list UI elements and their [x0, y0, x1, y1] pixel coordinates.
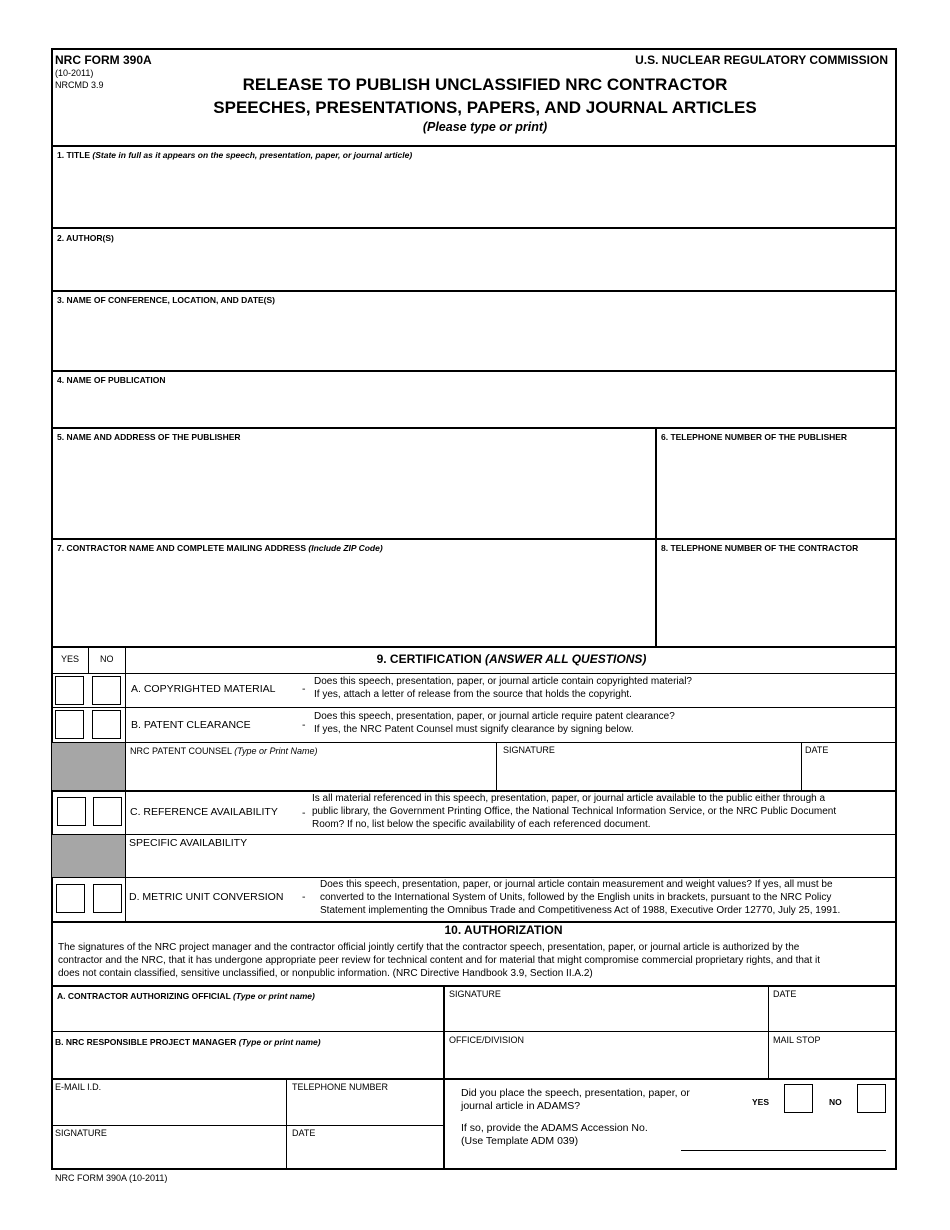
directive: NRCMD 3.9	[55, 80, 104, 90]
mail-stop-label: MAIL STOP	[773, 1035, 821, 1045]
contractor-date-label: DATE	[773, 989, 797, 999]
contractor-official-input[interactable]	[53, 1003, 442, 1030]
contractor-input[interactable]	[53, 555, 655, 645]
contractor-phone-input[interactable]	[659, 555, 895, 645]
reference-question-2: public library, the Government Printing Office, the National Technical Information Service, or the NRC Public Document	[312, 806, 837, 817]
authorization-text-1: The signatures of the NRC project manager and the contractor official jointly certify that the contractor speech, presentation, paper, or journal article is authorized by the	[58, 942, 800, 953]
counsel-date-input[interactable]	[803, 757, 895, 789]
dash: -	[302, 683, 306, 695]
copyright-no-checkbox[interactable]	[92, 676, 121, 705]
date-label: DATE	[292, 1128, 316, 1138]
accession-instruction: If so, provide the ADAMS Accession No.	[461, 1122, 648, 1134]
publisher-field-label: 5. NAME AND ADDRESS OF THE PUBLISHER	[57, 432, 241, 442]
copyright-label: A. COPYRIGHTED MATERIAL	[131, 683, 276, 695]
publisher-input[interactable]	[53, 444, 655, 537]
patent-instruction: If yes, the NRC Patent Counsel must signify clearance by signing below.	[314, 724, 634, 735]
contractor-field-label: 7. CONTRACTOR NAME AND COMPLETE MAILING ADDRESS (Include ZIP Code)	[57, 543, 383, 553]
adams-question-2: journal article in ADAMS?	[461, 1100, 581, 1112]
publication-field-label: 4. NAME OF PUBLICATION	[57, 375, 166, 385]
accession-number-input[interactable]	[681, 1134, 886, 1151]
title-field-label: 1. TITLE (State in full as it appears on the speech, presentation, paper, or journal article)	[57, 150, 413, 160]
copyright-question: Does this speech, presentation, paper, or journal article contain copyrighted material?	[314, 676, 692, 687]
patent-label: B. PATENT CLEARANCE	[131, 719, 251, 731]
reference-label: C. REFERENCE AVAILABILITY	[130, 806, 278, 818]
reference-yes-checkbox[interactable]	[57, 797, 86, 826]
office-division-label: OFFICE/DIVISION	[449, 1035, 525, 1045]
patent-question: Does this speech, presentation, paper, or journal article require patent clearance?	[314, 711, 675, 722]
counsel-signature-input[interactable]	[498, 757, 800, 789]
certification-heading: 9. CERTIFICATION (ANSWER ALL QUESTIONS)	[376, 652, 647, 666]
authorization-text-3: does not contain classified, sensitive unclassified, or nonpublic information. (NRC Directive Handbook 3.9, Section II.A.2)	[58, 968, 593, 979]
telephone-input[interactable]	[288, 1094, 442, 1124]
telephone-label: TELEPHONE NUMBER	[292, 1082, 389, 1092]
copyright-yes-checkbox[interactable]	[55, 676, 84, 705]
authors-field-label: 2. AUTHOR(S)	[57, 233, 114, 243]
publication-input[interactable]	[53, 387, 895, 426]
metric-question-2: converted to the International System of Units, followed by the English units in brackets, pursuant to the NRC Policy	[320, 892, 832, 903]
dash: -	[302, 719, 306, 731]
dash: -	[302, 807, 306, 819]
agency-name: U.S. NUCLEAR REGULATORY COMMISSION	[635, 53, 888, 67]
authors-input[interactable]	[53, 245, 895, 289]
copyright-instruction: If yes, attach a letter of release from the source that holds the copyright.	[314, 689, 632, 700]
page-subtitle: (Please type or print)	[422, 120, 548, 134]
adams-no-checkbox[interactable]	[857, 1084, 886, 1113]
metric-question-3: Statement implementing the Omnibus Trade and Competitiveness Act of 1988, Executive Order 12770, July 25, 1991.	[320, 905, 841, 916]
shaded-cell	[52, 835, 125, 877]
email-input[interactable]	[53, 1094, 285, 1124]
form-footer: NRC FORM 390A (10-2011)	[55, 1173, 168, 1183]
page-title-line2: SPEECHES, PRESENTATIONS, PAPERS, AND JOURNAL ARTICLES	[213, 98, 757, 117]
conference-input[interactable]	[53, 307, 895, 369]
reference-no-checkbox[interactable]	[93, 797, 122, 826]
project-manager-input[interactable]	[53, 1049, 442, 1078]
mail-stop-input[interactable]	[770, 1047, 895, 1078]
metric-question-1: Does this speech, presentation, paper, or journal article contain measurement and weight values? If yes, all must be	[320, 879, 833, 890]
signature-label: SIGNATURE	[55, 1128, 107, 1138]
contractor-phone-label: 8. TELEPHONE NUMBER OF THE CONTRACTOR	[661, 543, 859, 553]
metric-label: D. METRIC UNIT CONVERSION	[129, 891, 284, 903]
patent-no-checkbox[interactable]	[92, 710, 121, 739]
cert-yes-header: YES	[61, 654, 80, 664]
dash: -	[302, 891, 306, 903]
project-manager-label: B. NRC RESPONSIBLE PROJECT MANAGER (Type or print name)	[55, 1037, 321, 1047]
metric-yes-checkbox[interactable]	[56, 884, 85, 913]
form-date: (10-2011)	[55, 68, 94, 78]
publisher-phone-label: 6. TELEPHONE NUMBER OF THE PUBLISHER	[661, 432, 848, 442]
contractor-date-input[interactable]	[770, 1001, 895, 1030]
specific-availability-input[interactable]	[127, 851, 895, 877]
metric-no-checkbox[interactable]	[93, 884, 122, 913]
title-input[interactable]	[53, 162, 895, 226]
office-division-input[interactable]	[446, 1047, 767, 1078]
authorization-text-2: contractor and the NRC, that it has undergone appropriate peer review for technical content and for material that might compromise commercial proprietary rights, and that it	[58, 955, 821, 966]
signature-input[interactable]	[53, 1140, 285, 1168]
adams-yes-label: YES	[752, 1097, 770, 1107]
adams-yes-checkbox[interactable]	[784, 1084, 813, 1113]
shaded-cell	[52, 743, 125, 790]
conference-field-label: 3. NAME OF CONFERENCE, LOCATION, AND DATE(S)	[57, 295, 276, 305]
contractor-signature-label: SIGNATURE	[449, 989, 501, 999]
counsel-date-label: DATE	[805, 745, 829, 755]
patent-counsel-input[interactable]	[127, 758, 495, 789]
page-title-line1: RELEASE TO PUBLISH UNCLASSIFIED NRC CONTRACTOR	[242, 75, 728, 94]
specific-availability-label: SPECIFIC AVAILABILITY	[129, 837, 248, 849]
contractor-signature-input[interactable]	[446, 1001, 767, 1030]
cert-no-header: NO	[100, 654, 114, 664]
form-number: NRC FORM 390A	[55, 53, 152, 67]
reference-question-3: Room? If no, list below the specific availability of each referenced document.	[312, 819, 651, 830]
adams-no-label: NO	[829, 1097, 842, 1107]
authorization-heading: 10. AUTHORIZATION	[444, 923, 563, 937]
email-label: E-MAIL I.D.	[55, 1082, 102, 1092]
patent-counsel-label: NRC PATENT COUNSEL (Type or Print Name)	[130, 746, 318, 756]
counsel-signature-label: SIGNATURE	[503, 745, 555, 755]
reference-question-1: Is all material referenced in this speech, presentation, paper, or journal article available to the public either through a	[312, 793, 826, 804]
adams-question-1: Did you place the speech, presentation, paper, or	[461, 1087, 690, 1099]
accession-template: (Use Template ADM 039)	[461, 1135, 579, 1147]
publisher-phone-input[interactable]	[659, 444, 895, 537]
date-input[interactable]	[288, 1140, 442, 1168]
contractor-official-label: A. CONTRACTOR AUTHORIZING OFFICIAL (Type or print name)	[57, 991, 315, 1001]
patent-yes-checkbox[interactable]	[55, 710, 84, 739]
